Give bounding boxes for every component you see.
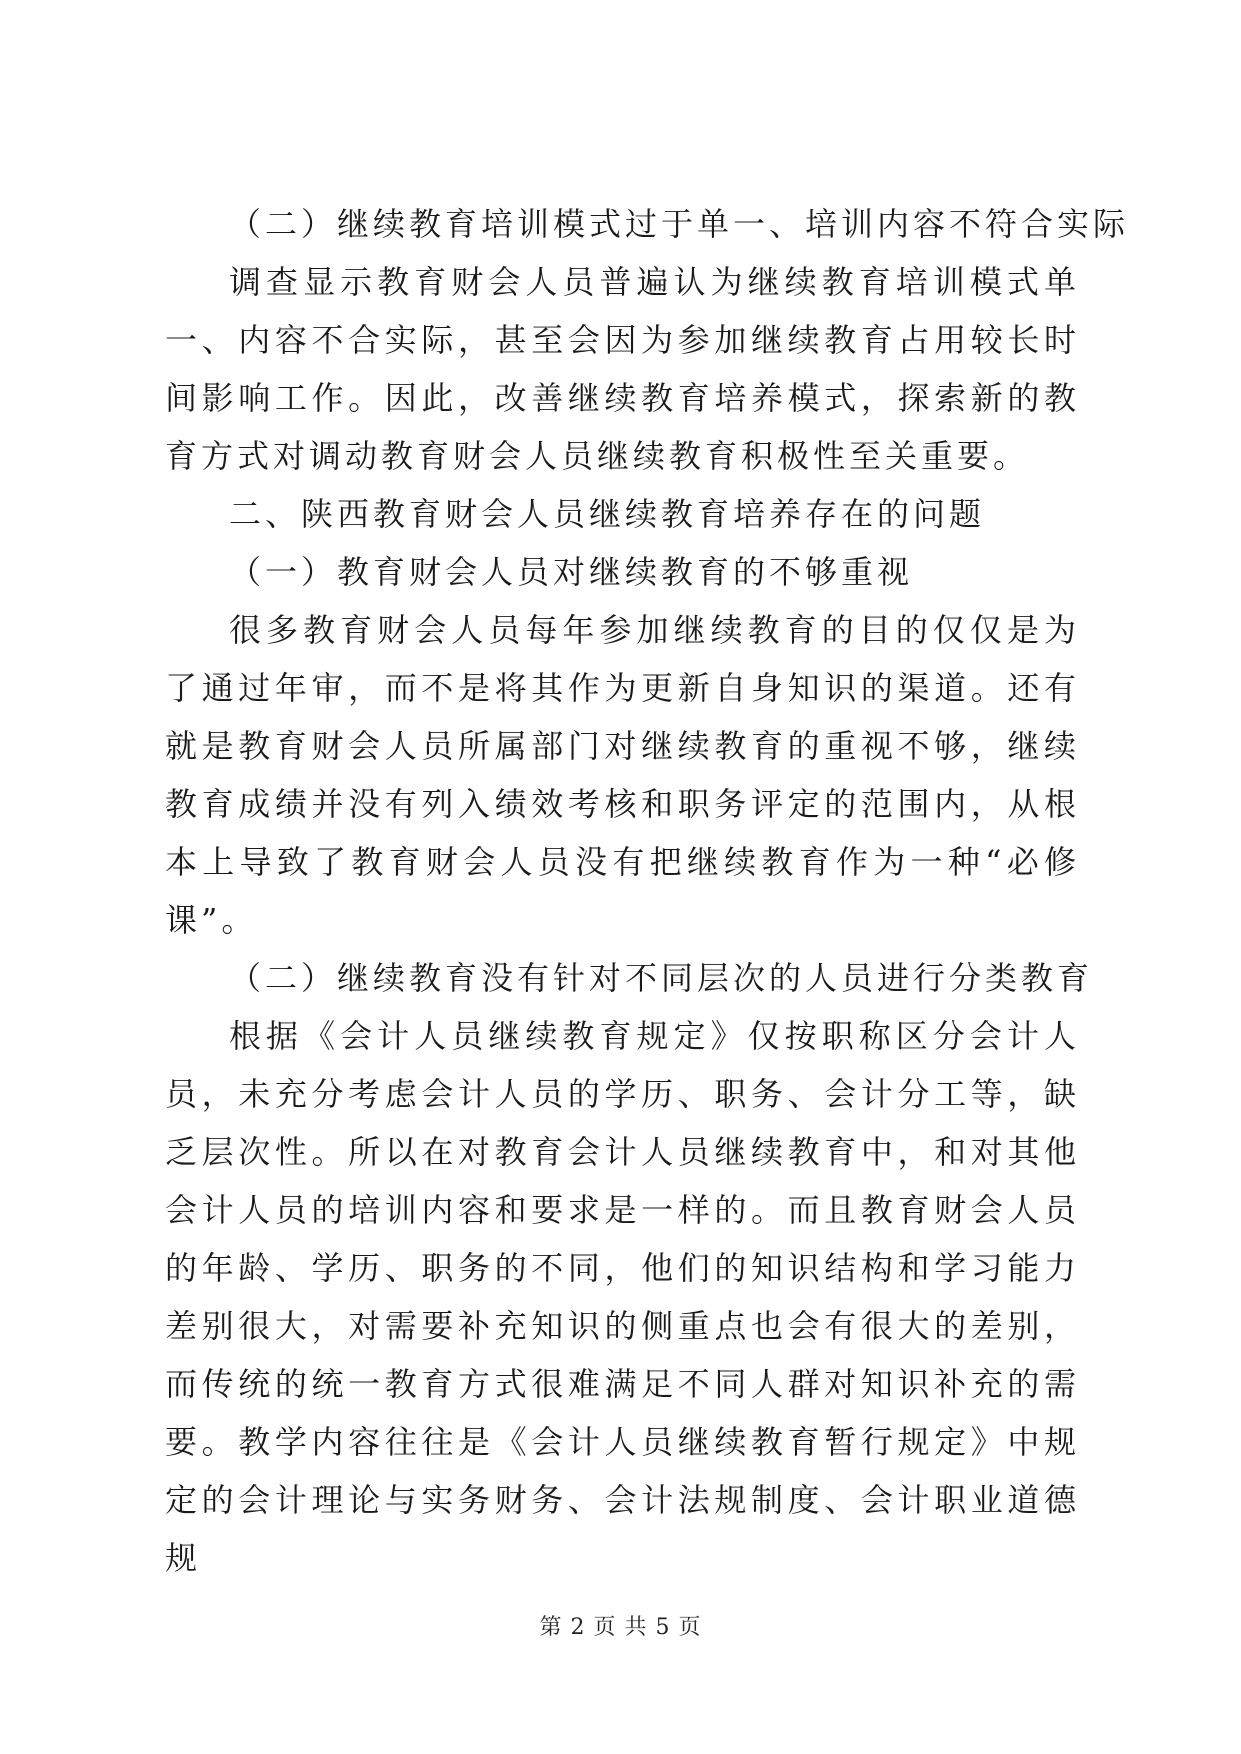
body-paragraph: 调查显示教育财会人员普遍认为继续教育培训模式单一、内容不合实际，甚至会因为参加继续教育占用较长时间影响工作。因此，改善继续教育培养模式，探索新的教育方式对调动教育财会人员继续教育积极性至关重要。 — [165, 263, 1080, 475]
section-heading: （二）继续教育培训模式过于单一、培训内容不符合实际 — [229, 205, 1130, 243]
body-paragraph: 很多教育财会人员每年参加继续教育的目的仅仅是为了通过年审，而不是将其作为更新自身知识的渠道。还有就是教育财会人员所属部门对继续教育的重视不够，继续教育成绩并没有列入绩效考核和职务评定的范围内，从根本上导致了教育财会人员没有把继续教育作为一种“必修课”。 — [165, 611, 1080, 939]
document-body — [165, 195, 1130, 1587]
section-heading: （二）继续教育没有针对不同层次的人员进行分类教育 — [229, 959, 1094, 997]
page-number-footer: 第 2 页 共 5 页 — [539, 1615, 702, 1640]
body-paragraph: 根据《会计人员继续教育规定》仅按职称区分会计人员，未充分考虑会计人员的学历、职务、会计分工等，缺乏层次性。所以在对教育会计人员继续教育中，和对其他会计人员的培训内容和要求是一样的。而且教育财会人员的年龄、学历、职务的不同，他们的知识结构和学习能力差别很大，对需要补充知识的侧重点也会有很大的差别，而传统的统一教育方式很难满足不同人群对知识补充的需要。教学内容往往是《会计人员继续教育暂行规定》中规定的会计理论与实务财务、会计法规制度、会计职业道德规 — [165, 1017, 1080, 1577]
section-heading: （一）教育财会人员对继续教育的不够重视 — [229, 553, 914, 591]
section-heading: 二、陕西教育财会人员继续教育培养存在的问题 — [229, 495, 986, 533]
